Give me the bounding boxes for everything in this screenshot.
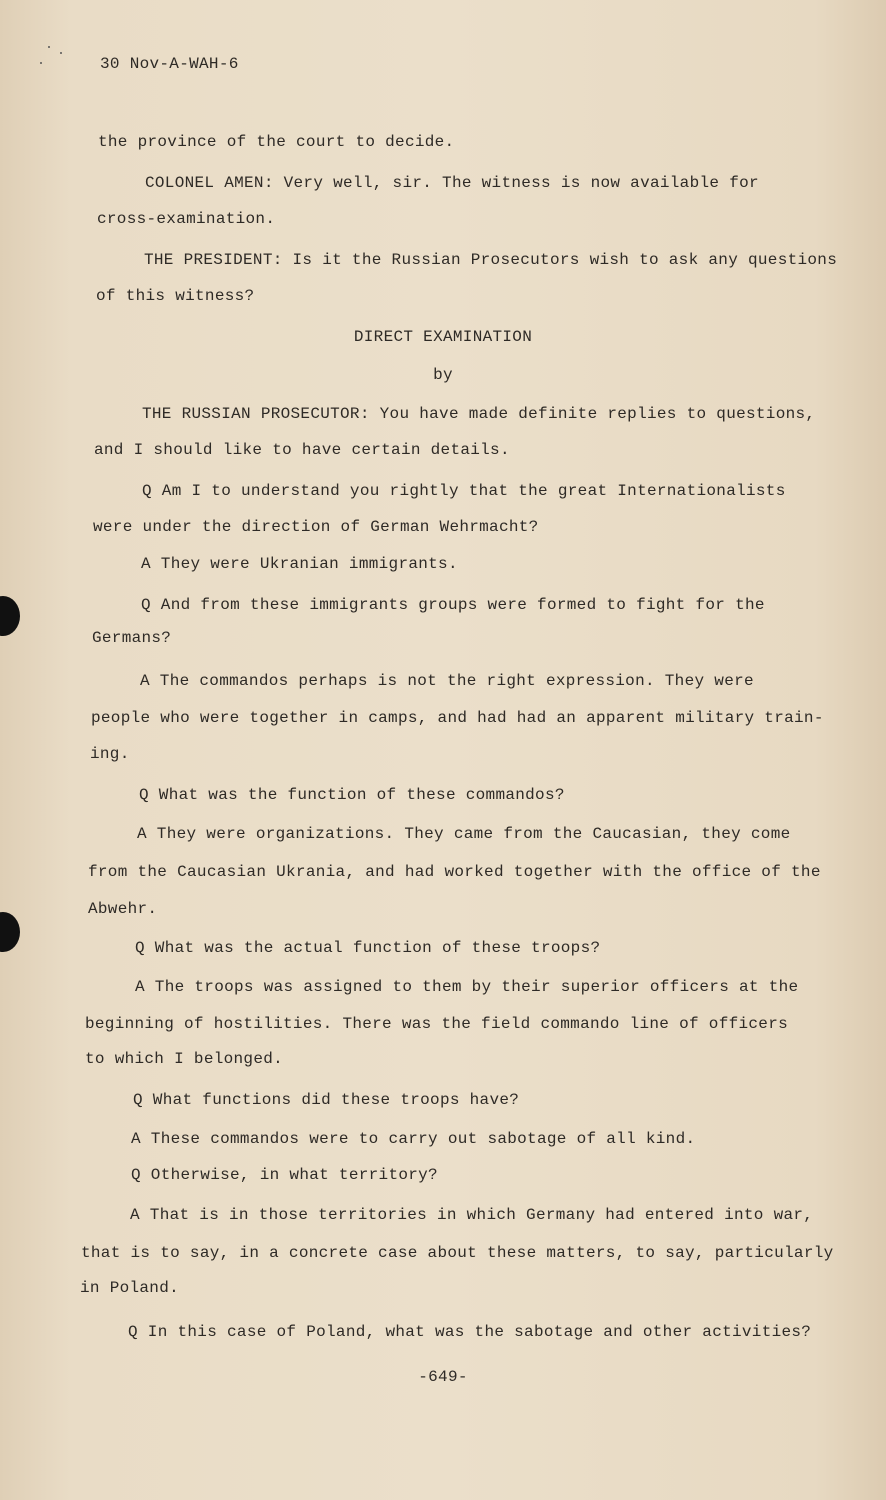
text-line: and I should like to have certain details. xyxy=(94,441,510,459)
text-line: A They were Ukranian immigrants. xyxy=(141,555,458,573)
text-line: Abwehr. xyxy=(88,900,158,918)
punch-hole xyxy=(0,596,20,636)
text-line: Q What functions did these troops have? xyxy=(133,1091,520,1109)
text-line: ing. xyxy=(90,745,130,763)
text-line: were under the direction of German Wehrmacht? xyxy=(93,518,539,536)
text-line: of this witness? xyxy=(96,287,255,305)
punch-hole xyxy=(0,912,20,952)
text-line: THE RUSSIAN PROSECUTOR: You have made definite replies to questions, xyxy=(142,405,816,423)
section-heading: DIRECT EXAMINATION xyxy=(353,328,533,346)
text-line: Germans? xyxy=(92,629,172,647)
text-line: COLONEL AMEN: Very well, sir. The witness is now available for xyxy=(145,174,759,192)
text-line: Q What was the function of these commandos? xyxy=(139,786,565,804)
document-reference: 30 Nov-A-WAH-6 xyxy=(100,55,239,73)
text-line: to which I belonged. xyxy=(85,1050,284,1068)
text-line: that is to say, in a concrete case about these matters, to say, particularly xyxy=(81,1244,834,1262)
text-line: Q What was the actual function of these troops? xyxy=(135,939,601,957)
text-line: THE PRESIDENT: Is it the Russian Prosecutors wish to ask any questions xyxy=(144,251,838,269)
text-line: Q Am I to understand you rightly that the great Internationalists xyxy=(142,482,786,500)
text-line: Q Otherwise, in what territory? xyxy=(131,1166,438,1184)
speck xyxy=(60,52,62,54)
text-line: from the Caucasian Ukrania, and had worked together with the office of the xyxy=(88,863,821,881)
text-line: beginning of hostilities. There was the field commando line of officers xyxy=(85,1015,789,1033)
text-line: cross-examination. xyxy=(97,210,276,228)
page-number: -649- xyxy=(418,1368,468,1386)
section-by: by xyxy=(433,366,453,384)
text-line: A These commandos were to carry out sabotage of all kind. xyxy=(131,1130,696,1148)
text-line: A The commandos perhaps is not the right expression. They were xyxy=(140,672,754,690)
speck xyxy=(48,46,50,48)
text-line: Q And from these immigrants groups were formed to fight for the xyxy=(141,596,765,614)
text-line: people who were together in camps, and had had an apparent military train- xyxy=(91,709,824,727)
text-line: the province of the court to decide. xyxy=(98,133,455,151)
text-line: in Poland. xyxy=(80,1279,180,1297)
text-line: A They were organizations. They came from the Caucasian, they come xyxy=(137,825,791,843)
text-line: Q In this case of Poland, what was the sabotage and other activities? xyxy=(128,1323,812,1341)
speck xyxy=(40,62,42,64)
text-line: A That is in those territories in which Germany had entered into war, xyxy=(130,1206,814,1224)
text-line: A The troops was assigned to them by their superior officers at the xyxy=(135,978,799,996)
